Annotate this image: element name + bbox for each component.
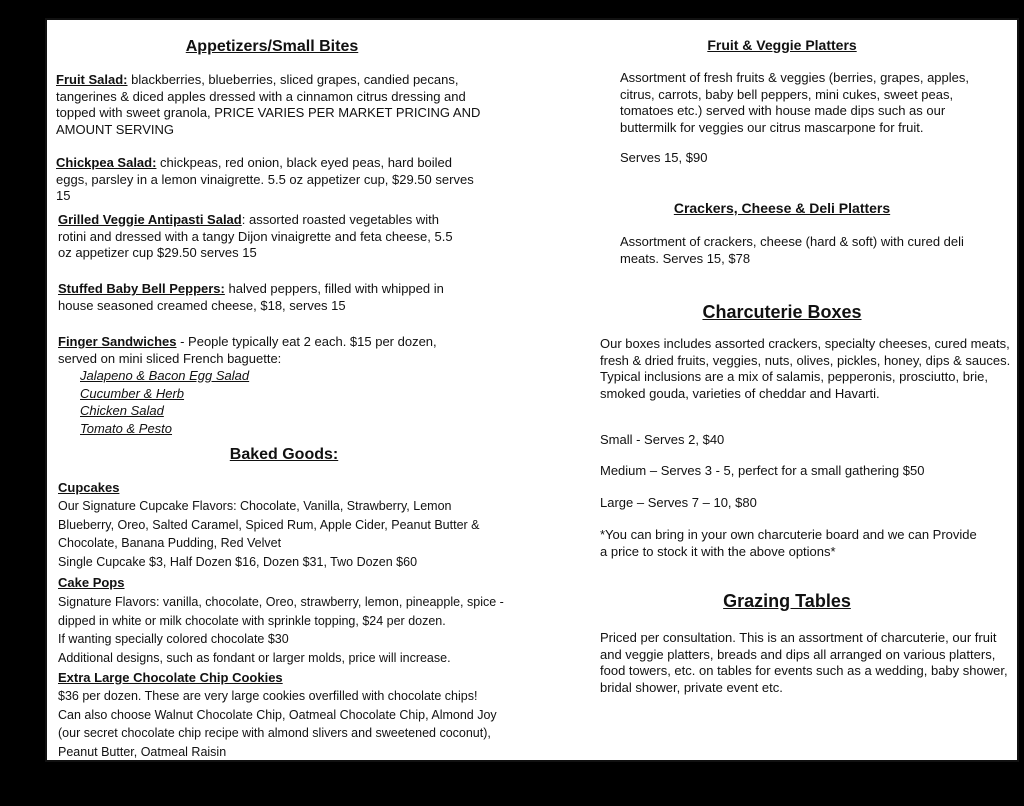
charcuterie-small: Small - Serves 2, $40 (600, 432, 725, 447)
chickpea-salad-item (56, 155, 481, 205)
cupcakes-name: Cupcakes (58, 480, 120, 495)
cookies-desc: $36 per dozen. These are very large cookies overfilled with chocolate chips! Can also choose Walnut Chocolate Chip, Oatmeal Chocolate Chip, Almond Joy (our secret chocolate chip recipe with almond slivers and sweetened coconut), Peanut Butter, Oatmeal Raisin (58, 689, 497, 759)
grazing-heading: Grazing Tables (723, 591, 851, 611)
fruit-salad-name: Fruit Salad: (56, 72, 128, 87)
antipasti-salad-desc: : assorted roasted vegetables with rotini and dressed with a tangy Dijon vinaigrette and feta cheese, 5.5 oz appetizer cup $29.50 serves 15 (58, 212, 453, 260)
stuffed-peppers-item (58, 281, 458, 314)
appetizers-heading: Appetizers/Small Bites (185, 38, 359, 55)
sandwich-variety: Jalapeno & Bacon Egg Salad (80, 368, 250, 383)
sandwich-variety: Tomato & Pesto (80, 420, 173, 436)
charcuterie-large: Large – Serves 7 – 10, $80 (600, 495, 757, 510)
charcuterie-heading: Charcuterie Boxes (702, 302, 862, 322)
antipasti-salad-item (58, 212, 458, 262)
fruit-veggie-price: Serves 15, $90 (620, 150, 708, 165)
cake-pops-name: Cake Pops (58, 575, 125, 590)
cupcakes-desc: Our Signature Cupcake Flavors: Chocolate, Vanilla, Strawberry, Lemon Blueberry, Oreo, Salted Caramel, Spiced Rum, Apple Cider, Peanut Butter & Chocolate, Banana Pudding, Red Velvet (58, 499, 480, 550)
fruit-veggie-desc: Assortment of fresh fruits & veggies (berries, grapes, apples, citrus, carrots, baby bell peppers, mini cukes, sweet peas, tomatoes etc.) served with house made dips such as our buttermilk for veggies our citrus mascarpone for fruit. (620, 70, 969, 135)
grazing-desc: Priced per consultation. This is an assortment of charcuterie, our fruit and veggie platters, breads and dips all arranged on various platters, food towers, etc. on tables for events such as a wedding, baby shower, bridal shower, private event etc. (600, 630, 1008, 695)
menu-page (45, 18, 1019, 762)
cake-pops-desc: Signature Flavors: vanilla, chocolate, Oreo, strawberry, lemon, pineapple, spice - dipped in white or milk chocolate with sprinkle topping, $24 per dozen. (58, 595, 504, 628)
cupcakes-price: Single Cupcake $3, Half Dozen $16, Dozen $31, Two Dozen $60 (58, 555, 418, 569)
cake-pops-note-color: If wanting specially colored chocolate $30 (58, 632, 289, 646)
sandwich-variety-list (80, 367, 380, 437)
stuffed-peppers-name: Stuffed Baby Bell Peppers: (58, 281, 225, 296)
charcuterie-medium: Medium – Serves 3 - 5, perfect for a small gathering $50 (600, 463, 925, 478)
cookies-name: Extra Large Chocolate Chip Cookies (58, 670, 283, 685)
crackers-heading: Crackers, Cheese & Deli Platters (673, 200, 891, 216)
sandwich-variety: Cucumber & Herb (80, 385, 185, 401)
baked-goods-heading: Baked Goods: (229, 446, 339, 463)
fruit-veggie-heading: Fruit & Veggie Platters (707, 37, 857, 53)
fruit-salad-desc: blackberries, blueberries, sliced grapes, candied pecans, tangerines & diced apples dressed with a cinnamon citrus dressing and topped with sweet granola, PRICE VARIES PER MARKET PRICING AND AMOUNT SERVING (56, 72, 481, 137)
chickpea-salad-desc: chickpeas, red onion, black eyed peas, hard boiled eggs, parsley in a lemon vinaigrette. 5.5 oz appetizer cup, $29.50 serves 15 (56, 155, 474, 203)
charcuterie-note: *You can bring in your own charcuterie board and we can Provide a price to stock it with the above options* (600, 527, 977, 559)
fruit-salad-item (56, 72, 496, 138)
sandwich-variety: Chicken Salad (80, 403, 164, 418)
antipasti-salad-name: Grilled Veggie Antipasti Salad (58, 212, 242, 227)
finger-sandwiches-desc: - People typically eat 2 each. $15 per dozen, served on mini sliced French baguette: (58, 334, 437, 366)
chickpea-salad-name: Chickpea Salad: (56, 155, 157, 170)
finger-sandwiches-item (58, 334, 438, 367)
finger-sandwiches-name: Finger Sandwiches (58, 334, 177, 349)
cake-pops-note-designs: Additional designs, such as fondant or larger molds, price will increase. (58, 651, 451, 665)
stuffed-peppers-desc: halved peppers, filled with whipped in house seasoned creamed cheese, $18, serves 15 (58, 281, 444, 313)
charcuterie-desc: Our boxes includes assorted crackers, specialty cheeses, cured meats, fresh & dried fruits, veggies, nuts, olives, pickles, honey, dips & sauces. Typical inclusions are a mix of salamis, pepperonis, prosciutto, brie, smoked gouda, varieties of cheddar and Havarti. (600, 336, 1011, 401)
crackers-desc: Assortment of crackers, cheese (hard & soft) with cured deli meats. Serves 15, $78 (620, 234, 964, 266)
